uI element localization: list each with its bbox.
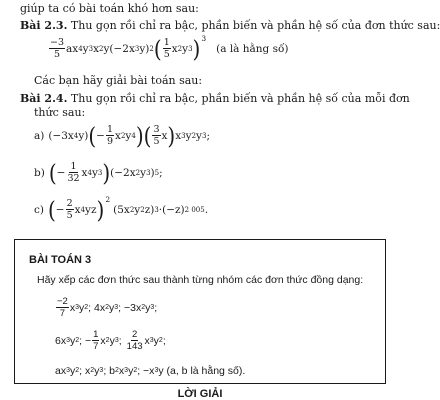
math-term: y — [140, 166, 147, 179]
math-term: y — [109, 301, 115, 314]
math-term: ; — [118, 334, 122, 347]
fraction-numerator: 1 — [163, 37, 170, 48]
math-term: x — [74, 203, 81, 216]
math-term: y — [91, 166, 98, 179]
left-paren: ( — [47, 195, 56, 224]
problem-3-title: BÀI TOÁN 3 — [29, 254, 92, 266]
item-label: b) — [34, 166, 45, 179]
math-term: y) — [139, 42, 150, 55]
fraction-denominator: 143 — [126, 341, 143, 352]
fraction-denominator: 32 — [67, 173, 80, 184]
exercise-2-4-item-c: c) ( − $\frac{2}{5}$ x 4 yz ) 2 (5x 2 y 2 z) 3 ·(−z) 2 005 . — [34, 194, 209, 224]
math-term: y — [125, 129, 132, 142]
math-term: y) — [78, 129, 89, 142]
fraction — [106, 124, 114, 147]
math-term: − — [96, 129, 105, 142]
fraction-numerator: 3 — [153, 124, 160, 135]
math-term: x — [100, 334, 106, 347]
math-term: y — [182, 42, 189, 55]
math-term: . — [204, 203, 209, 216]
math-term: y — [153, 334, 159, 347]
math-term: x — [118, 365, 125, 377]
math-term: x — [175, 129, 182, 142]
math-term: ; − — [79, 334, 92, 347]
math-term: ; b — [103, 365, 115, 377]
left-paren: ( — [88, 121, 97, 150]
right-paren: ) — [135, 121, 144, 150]
math-term: ; 4x — [88, 301, 106, 314]
fraction — [152, 124, 160, 147]
math-term: y — [94, 365, 100, 377]
math-term: y — [185, 129, 192, 142]
exercise-2-3-formula: $\frac{-3}{5}$ ax 4 y 3 x 2 y(−2x 3 y) 2 ( $\frac{1}{5}$ x 2 y 3 ) 3 (a là hằng số) — [50, 33, 289, 63]
exercise-2-4-item-a: a) (−3x 4 y) ( − $\frac{1}{9}$ x 2 y 4 ) ( $\frac{3}{5}$ x ) x 3 y 2 y 3 ; — [34, 121, 210, 150]
math-term: ; −3x — [118, 301, 142, 314]
left-paren: ( — [153, 34, 162, 63]
math-term: − — [55, 203, 65, 216]
math-term: x — [115, 129, 121, 142]
fraction-denominator: 7 — [93, 341, 99, 352]
item-label: c) — [34, 203, 44, 216]
math-term: x — [69, 301, 76, 314]
left-paren: ( — [143, 121, 152, 150]
fraction — [66, 161, 80, 184]
right-paren: ) — [192, 34, 201, 63]
transition-text: Các bạn hãy giải bài toán sau: — [34, 74, 203, 87]
math-term: 6x — [55, 334, 67, 347]
exercise-2-4-item-b: b) ( − $\frac{1}{32}$ x 4 y 3 ) (−2x 2 y 3 ) 5 ; — [34, 158, 163, 187]
math-term: y(−2x — [103, 42, 135, 55]
math-term: y — [134, 203, 141, 216]
math-term: ; — [154, 301, 158, 314]
math-term: ; x — [79, 365, 91, 377]
math-term: x — [144, 334, 150, 347]
solution-heading: LỜI GIẢI — [177, 388, 223, 400]
right-paren: ) — [102, 158, 111, 187]
problem-3-instruction: Hãy xếp các đơn thức sau thành từng nhóm các đơn thức đồng dạng: — [37, 274, 364, 286]
fraction-numerator: 2 — [66, 198, 73, 209]
fraction-denominator: 5 — [153, 136, 160, 147]
math-term: x — [171, 42, 178, 55]
exercise-2-4-label: Bài 2.4. — [20, 92, 68, 105]
formula-note: (a là hằng số) — [216, 42, 289, 55]
fraction — [49, 37, 65, 60]
math-term: (5x — [113, 203, 130, 216]
fraction — [66, 198, 74, 221]
math-term: ax — [66, 42, 79, 55]
fraction-numerator: 2 — [131, 329, 138, 340]
fraction-numerator: −2 — [57, 296, 68, 307]
problem-3-line-3: ax 3 y 2 ; x 2 y 3 ; b 2 x 3 y 2 ; −x 3 y (a, b là hằng số). — [55, 365, 246, 377]
math-term: y — [109, 334, 115, 347]
fraction-denominator: 5 — [163, 49, 170, 60]
fraction-numerator: −3 — [50, 37, 65, 48]
fraction-numerator: 1 — [70, 161, 77, 172]
math-term: ; — [162, 334, 166, 347]
exercise-2-3-heading — [20, 19, 440, 33]
math-term: x — [81, 166, 88, 179]
math-term: z) — [144, 203, 155, 216]
math-term: yz — [85, 203, 97, 216]
fraction — [163, 37, 171, 60]
math-term: ·(−z) — [158, 203, 185, 216]
math-term: ; −x — [137, 365, 155, 377]
fraction-numerator: 1 — [93, 329, 99, 340]
fraction-denominator: 7 — [59, 308, 66, 319]
problem-3-box — [14, 239, 386, 384]
math-term: y — [196, 129, 202, 142]
exercise-2-4-heading — [20, 92, 410, 106]
math-term: y — [70, 365, 76, 377]
math-term: ) — [150, 166, 155, 179]
right-paren: ) — [96, 195, 105, 224]
math-term: − — [56, 166, 66, 179]
math-term: ; — [159, 166, 163, 179]
right-paren: ) — [167, 121, 176, 150]
math-term: y (a, b là hằng số). — [158, 365, 246, 377]
item-label: a) — [34, 129, 45, 142]
fraction — [92, 329, 99, 352]
left-paren: ( — [48, 158, 57, 187]
fraction-numerator: 1 — [106, 124, 114, 135]
math-term: x — [93, 42, 99, 55]
exercise-2-4-text-cont: thức sau: — [34, 106, 86, 119]
math-term: ax — [55, 365, 67, 377]
math-term: y — [79, 301, 85, 314]
fraction — [126, 329, 144, 352]
math-term: (−3x — [48, 129, 74, 142]
math-term: ; — [206, 129, 210, 142]
fraction-denominator: 5 — [53, 49, 61, 60]
math-term: y — [145, 301, 151, 314]
exercise-2-3-label: Bài 2.3. — [20, 19, 68, 32]
math-term: (−2x — [110, 166, 136, 179]
problem-3-line-1: $\frac{-2}{7}$ x 3 y 2 ; 4x 2 y 3 ; −3x 2 y 3 ; — [57, 296, 158, 319]
fraction-denominator: 9 — [106, 136, 114, 147]
math-term: y — [128, 365, 134, 377]
math-term: x — [161, 129, 168, 142]
math-term: y — [70, 334, 76, 347]
problem-3-line-2: 6x 3 y 2 ; − $\frac{1}{7}$ x 2 y 3 ; $\frac{2}{143}$ x 3 y 2 ; — [55, 329, 166, 352]
intro-text: giúp ta có bài toán khó hơn sau: — [20, 2, 199, 15]
fraction-denominator: 5 — [66, 210, 73, 221]
exercise-2-3-text: Thu gọn rồi chỉ ra bậc, phần biến và phần hệ số của đơn thức sau: — [70, 19, 440, 32]
math-term: y — [82, 42, 89, 55]
fraction — [56, 296, 69, 319]
exercise-2-4-text: Thu gọn rồi chỉ ra bậc, phần biến và phần hệ số của mỗi đơn — [70, 92, 410, 105]
